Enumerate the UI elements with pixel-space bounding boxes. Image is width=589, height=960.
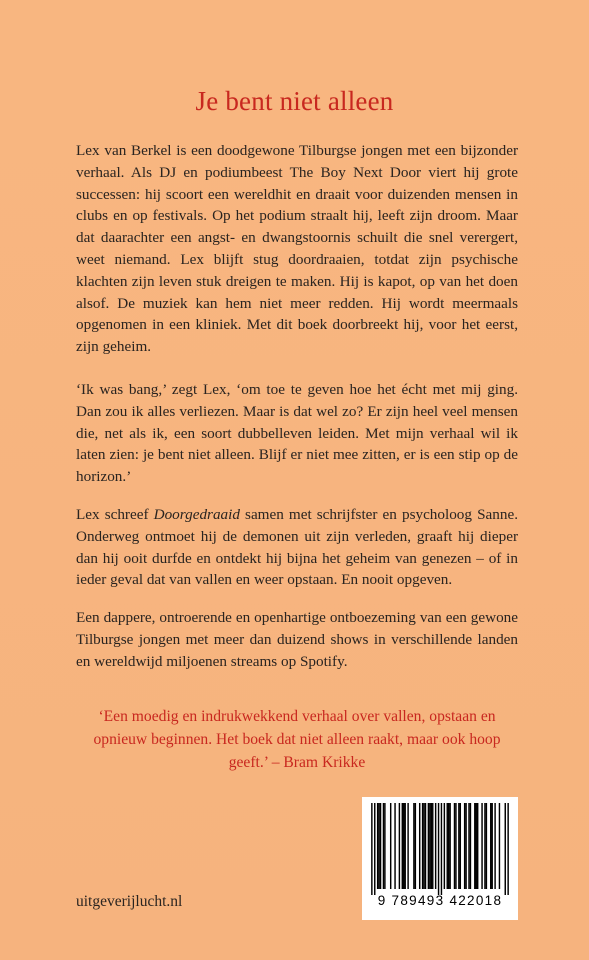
barcode-bar [380,803,381,889]
book-title-italic: Doorgedraaid [153,506,240,523]
blurb-paragraph-4: Een dappere, ontroerende en openhartige ontboezeming van een gewone Tilburgse jongen met meer dan duizend shows in verschillende landen en wereldwijd miljoenen streams op Spotify. [76,609,518,670]
page-title: Je bent niet alleen [195,86,394,116]
barcode-bar [428,803,429,889]
blurb-text-segment: samen met schrijfster en psycholoog Sanne. Onderweg ontmoet hij de demonen uit zijn verleden, graaft hij dieper dan hij ooit durfde en ontdekt hij bijna het geheim van genezen – of in ieder geval dat van vallen en weer opstaan. En nooit opgeven. [76,506,518,589]
barcode-bar [464,803,465,889]
barcode-bar [425,803,426,889]
barcode-bar [494,803,495,889]
barcode-bar [429,803,430,889]
barcode-bar [431,803,432,889]
publisher-website: uitgeverijlucht.nl [76,893,183,910]
barcode-bar [413,803,414,889]
barcode-bar [447,803,448,889]
barcode-bar [403,803,404,889]
blurb-paragraph-2: ‘Ik was bang,’ zegt Lex, ‘om toe te geven hoe het écht met mij ging. Dan zou ik alles verliezen. Maar is dat wel zo? Er zijn heel veel mensen die, net als ik, een soort dubbelleven leiden. Met mijn verhaal wil ik laten zien: je bent niet alleen. Blijf er niet mee zitten, er is een stip op de horizon.’ [76,381,518,486]
barcode-bar [470,803,471,889]
barcode-bar [383,803,384,889]
barcode-bar [468,803,469,889]
endorsement-quote: ‘Een moedig en indrukwekkend verhaal over vallen, opstaan en opnieuw beginnen. Het boek dat niet alleen raakt, maar ook hoop geeft.’ – Bram Krikke [93,708,501,771]
barcode-bar [477,803,478,889]
isbn-number: 9 789493 422018 [377,893,503,908]
barcode-bar [374,803,375,895]
barcode-bar [481,803,482,889]
barcode-bar [404,803,405,889]
barcode-bar [444,803,445,889]
barcode-bar [465,803,466,889]
barcode-bar [490,803,491,889]
barcode-bar [422,803,423,889]
barcode-bar [441,803,442,895]
blurb-paragraph-1: Lex van Berkel is een doodgewone Tilburgse jongen met een bijzonder verhaal. Als DJ en podiumbeest The Boy Next Door viert hij grote successen: hij scoort een wereldhit en draait voor duizenden mensen in clubs en op festivals. Op het podium straalt hij, leeft zijn droom. Maar dat daarachter een angst- en dwangstoornis schuilt die snel verergert, weet niemand. Lex blijft stug doordraaien, totdat zijn psychische klachten zijn leven stuk dreigen te maken. Hij is kapot, op van het doen alsof. De muziek kan hem niet meer redden. Hij wordt meermaals opgenomen in een kliniek. Met dit boek doorbreekt hij, voor het eerst, zijn geheim. [76,142,518,356]
blurb-text-segment: Lex schreef [76,506,154,523]
barcode-bar [507,803,508,895]
barcode-bar [460,803,461,889]
blurb-paragraph-3 [76,504,518,591]
barcode-bar [423,803,424,889]
barcode-bar [371,803,372,895]
barcode-bar [435,803,436,889]
barcode-bar [384,803,385,889]
barcode-bar [407,803,408,889]
barcode-bar [402,803,403,889]
barcode-bar [394,803,395,889]
barcode-bar [491,803,492,889]
barcode-bar [432,803,433,889]
barcode-bar [419,803,420,889]
barcode-bar [505,803,506,895]
barcode-bar [458,803,459,889]
barcode-bar [390,803,391,889]
barcode-bar [454,803,455,889]
barcode-bar [377,803,378,889]
barcode-bar [484,803,485,889]
barcode-bar [415,803,416,889]
barcode-bar [476,803,477,889]
barcode-bar [499,803,500,889]
barcode-bar [378,803,379,889]
barcode-bar [438,803,439,895]
barcode-bar [399,803,400,889]
barcode-bar [486,803,487,889]
barcode-bar [448,803,449,889]
barcode-bar [455,803,456,889]
isbn-barcode [362,797,518,920]
barcode-bar [449,803,450,889]
barcode-bar [474,803,475,889]
